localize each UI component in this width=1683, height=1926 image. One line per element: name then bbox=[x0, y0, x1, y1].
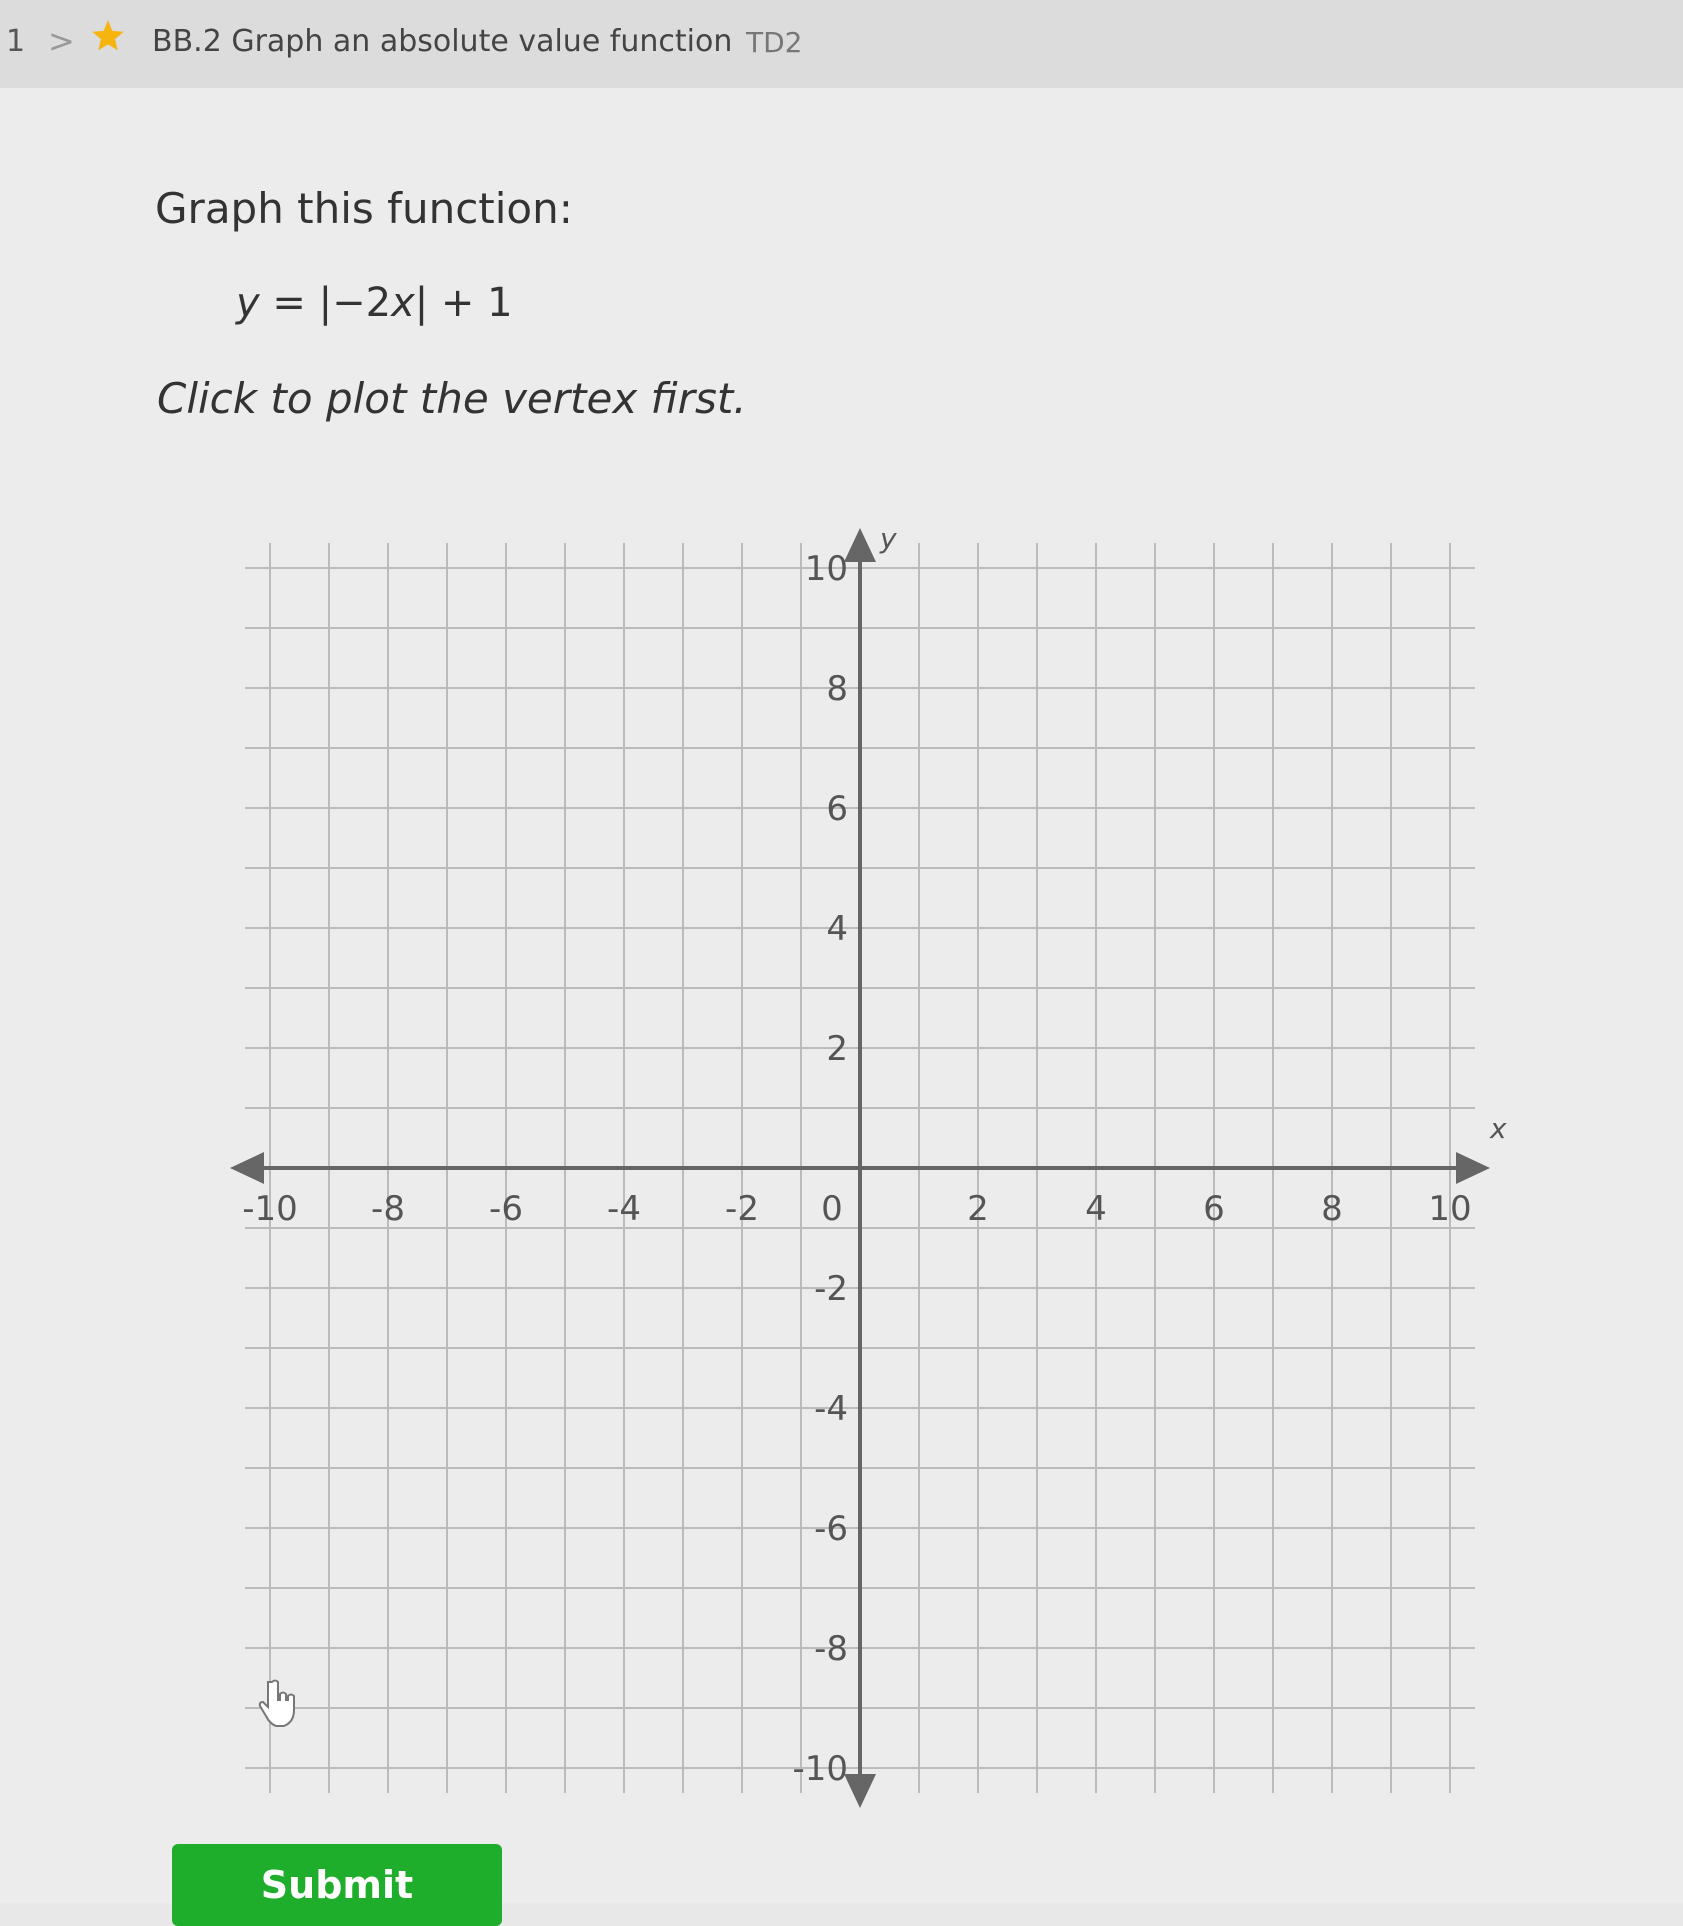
x-tick-label: 10 bbox=[1428, 1189, 1472, 1229]
instruction-text: Click to plot the vertex first. bbox=[157, 374, 747, 423]
chevron-right-icon[interactable]: > bbox=[48, 22, 75, 60]
y-tick-label: 4 bbox=[826, 909, 848, 949]
x-tick-label: -4 bbox=[607, 1189, 641, 1229]
x-tick-label: 4 bbox=[1085, 1189, 1107, 1229]
question-area bbox=[0, 88, 1683, 1907]
skill-title: BB.2 Graph an absolute value function bbox=[152, 24, 733, 59]
y-tick-label: -6 bbox=[814, 1509, 848, 1549]
equation-eq: = |−2 bbox=[259, 280, 392, 326]
y-tick-label: 6 bbox=[826, 789, 848, 829]
y-tick-label: 2 bbox=[826, 1029, 848, 1069]
coordinate-grid[interactable] bbox=[230, 522, 1507, 1808]
skill-code: TD2 bbox=[746, 26, 803, 59]
x-axis-right-arrow bbox=[1456, 1152, 1490, 1184]
hand-pointer-icon bbox=[258, 1678, 298, 1730]
y-tick-label: -10 bbox=[792, 1749, 848, 1789]
axes bbox=[230, 528, 1490, 1808]
x-tick-label: -8 bbox=[371, 1189, 405, 1229]
question-number: 1 bbox=[6, 24, 26, 59]
y-tick-label: -8 bbox=[814, 1629, 848, 1669]
equation-lhs: y bbox=[236, 280, 260, 326]
x-tick-label: 2 bbox=[967, 1189, 989, 1229]
function-equation bbox=[236, 280, 513, 326]
y-tick-label: -2 bbox=[814, 1269, 848, 1309]
y-tick-label: 10 bbox=[804, 549, 848, 589]
y-axis-down-arrow bbox=[844, 1774, 876, 1808]
equation-var: x bbox=[391, 280, 415, 326]
x-axis-left-arrow bbox=[230, 1152, 264, 1184]
x-axis-label: x bbox=[1490, 1112, 1507, 1145]
submit-button[interactable]: Submit bbox=[172, 1844, 502, 1926]
y-tick-label: -4 bbox=[814, 1389, 848, 1429]
header-bar bbox=[0, 0, 1683, 88]
x-tick-label: -6 bbox=[489, 1189, 523, 1229]
x-tick-label: -10 bbox=[242, 1189, 298, 1229]
equation-rhs: | + 1 bbox=[414, 280, 513, 326]
x-tick-label: 6 bbox=[1203, 1189, 1225, 1229]
x-tick-label: 8 bbox=[1321, 1189, 1343, 1229]
x-tick-label: -2 bbox=[725, 1189, 759, 1229]
star-icon[interactable] bbox=[90, 18, 126, 54]
y-axis-label: y bbox=[880, 522, 897, 555]
y-axis-up-arrow bbox=[844, 528, 876, 562]
x-tick-label: 0 bbox=[821, 1189, 843, 1229]
y-tick-label: 8 bbox=[826, 669, 848, 709]
question-prompt: Graph this function: bbox=[155, 184, 573, 233]
tick-labels bbox=[242, 522, 1507, 1789]
